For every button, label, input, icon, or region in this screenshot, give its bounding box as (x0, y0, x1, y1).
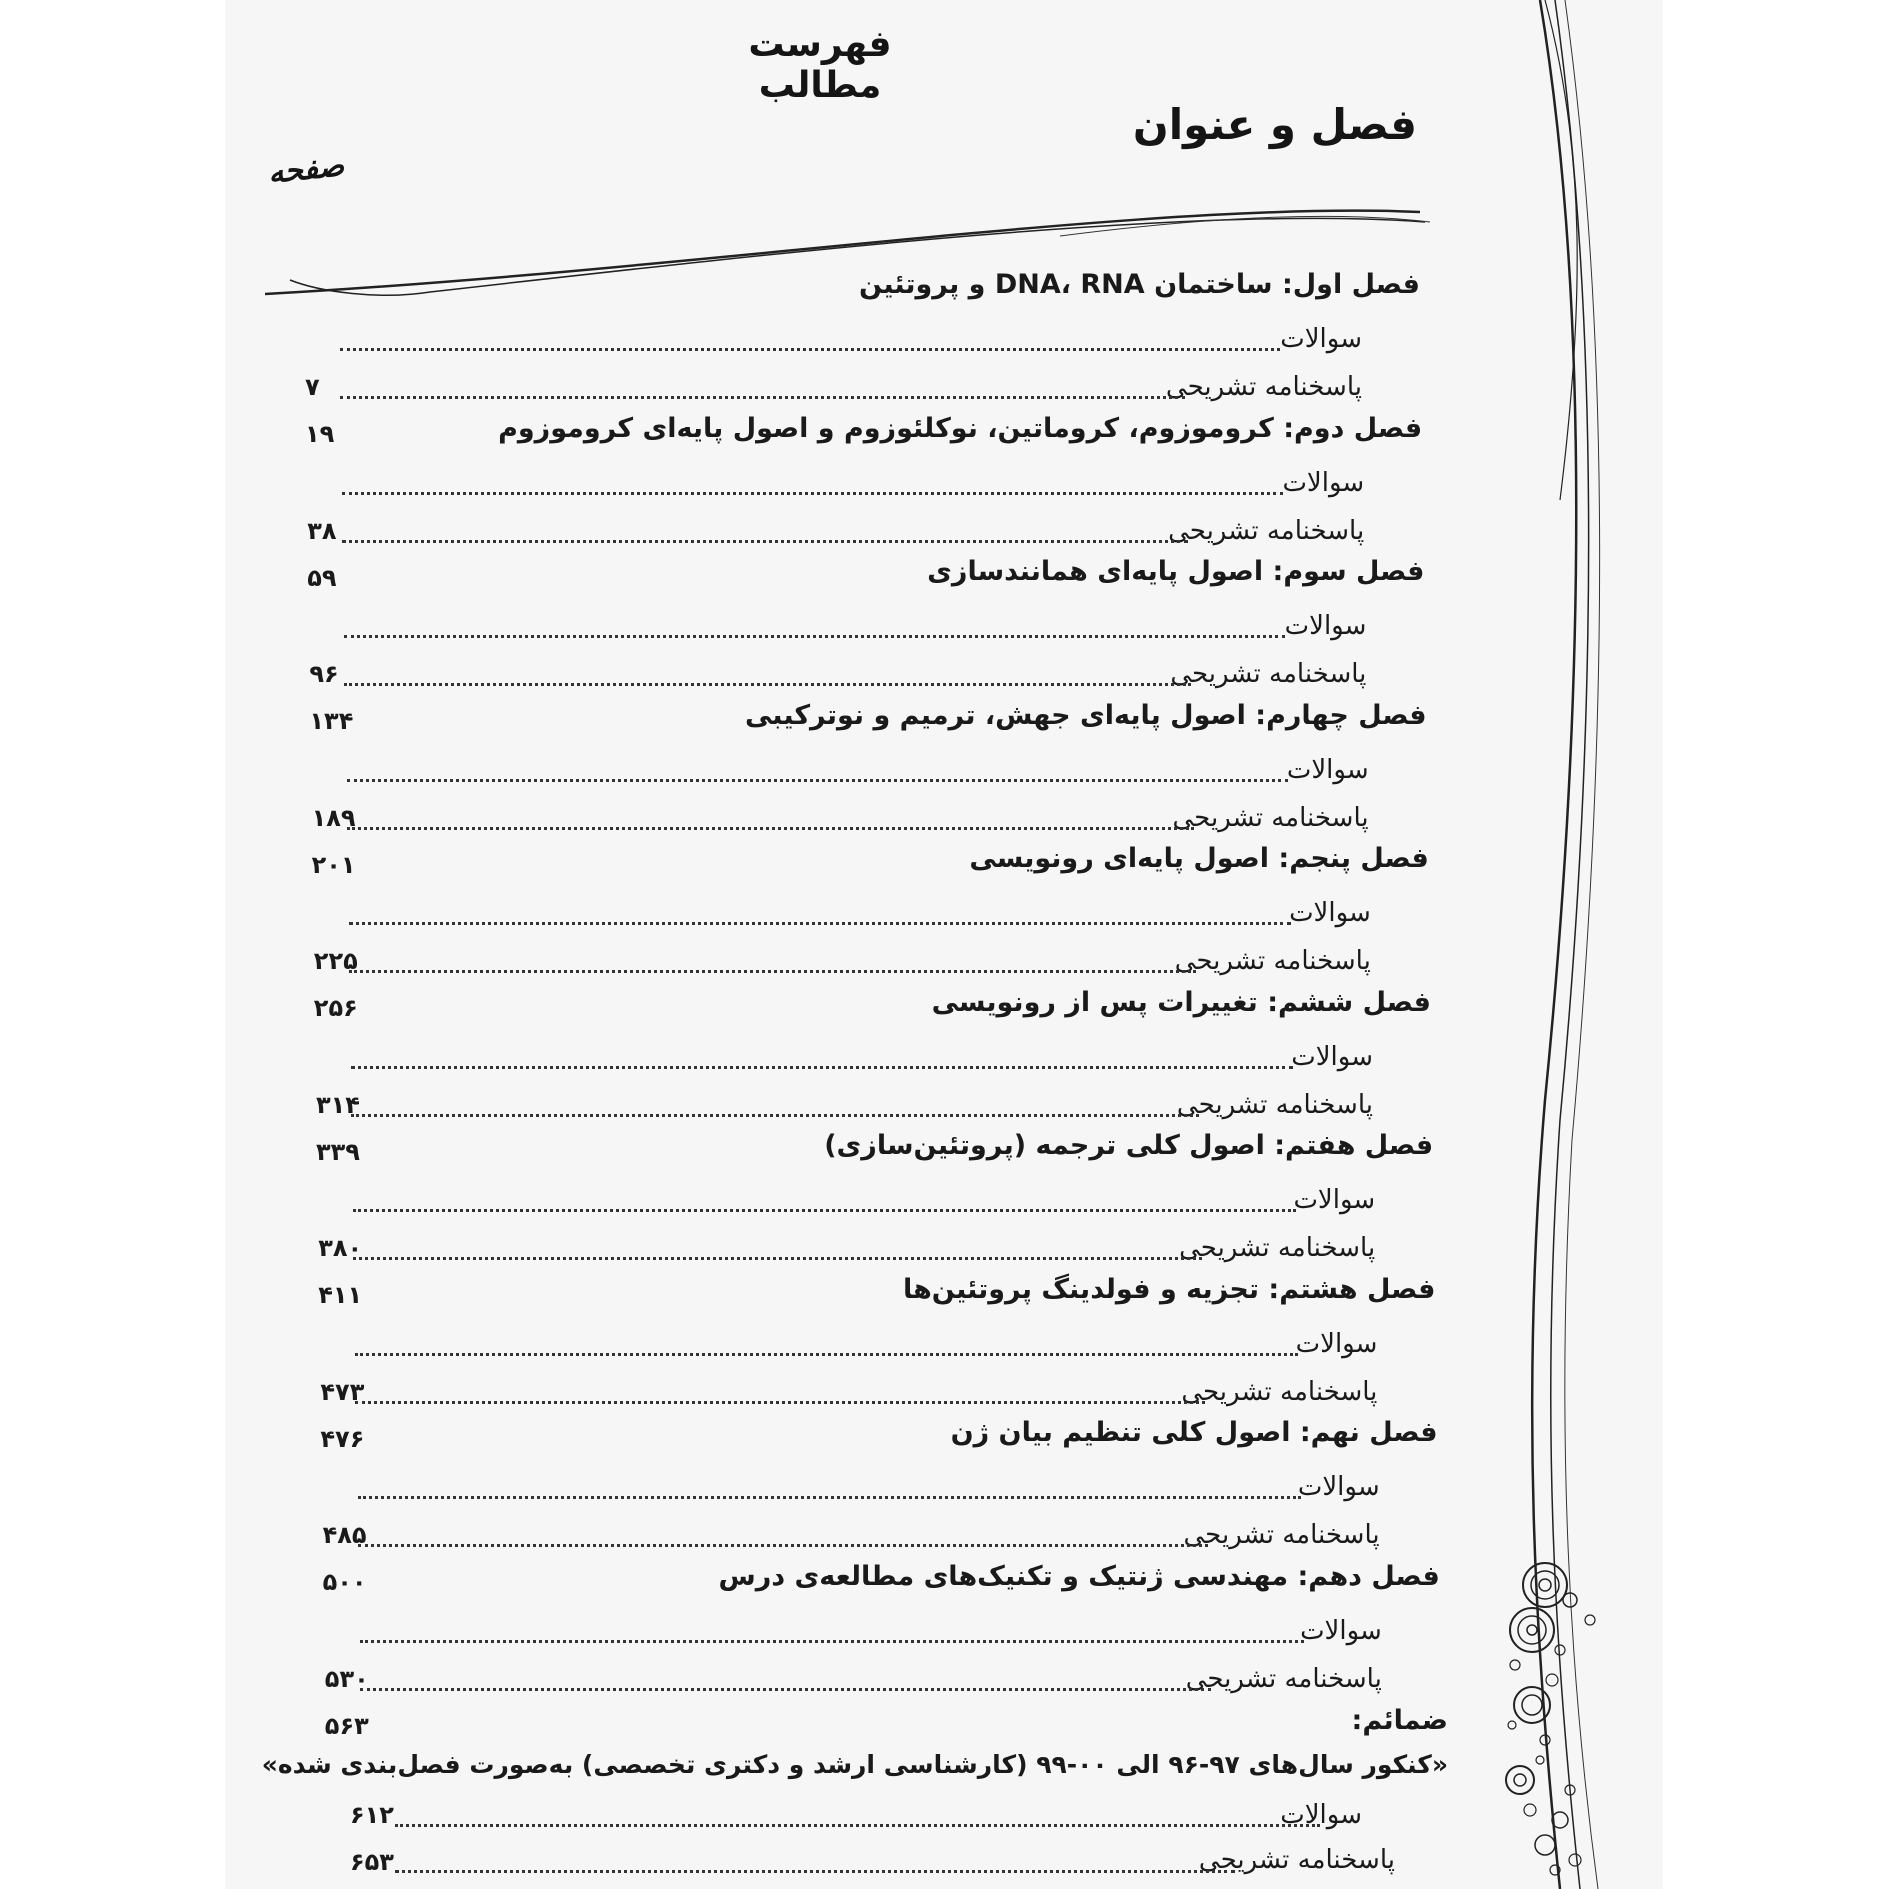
dot-leader (344, 632, 1285, 638)
chapter-title: فصل هشتم: تجزیه و فولدینگ پروتئین‌ها (902, 1273, 1436, 1305)
page-number: ۵۹ (307, 563, 337, 592)
questions-entry: سوالات (1295, 1328, 1378, 1359)
appendix-label: ضمائم: (1351, 1705, 1448, 1736)
page-number: ۲۰۱ (311, 850, 356, 879)
page-number: ۶۱۲ (350, 1801, 394, 1829)
page-number: ۳۸ (307, 516, 337, 545)
chapter-title: فصل نهم: اصول کلی تنظیم بیان ژن (950, 1417, 1438, 1448)
questions-entry: سوالات (1293, 1185, 1376, 1215)
page-number: ۷ (305, 373, 320, 401)
chapter-title: فصل دوم: کروموزوم، کروماتین، نوکلئوزوم و اصول پایه‌ای کروموزوم (498, 412, 1423, 444)
answers-entry: پاسخنامه تشریحی (1185, 1663, 1382, 1694)
answers-entry: پاسخنامه تشریحی (1183, 1520, 1380, 1550)
questions-entry: سوالات (1280, 1800, 1362, 1830)
dot-leader (355, 1350, 1298, 1356)
dot-leader (353, 1254, 1202, 1260)
dot-leader (360, 1685, 1211, 1691)
page-number: ۳۳۹ (316, 1137, 360, 1166)
dot-leader (355, 1398, 1205, 1404)
dot-leader (342, 537, 1188, 543)
dot-leader (358, 1541, 1208, 1547)
dot-leader (395, 1867, 1235, 1873)
dot-leader (347, 824, 1194, 830)
page-number: ۹۶ (309, 660, 339, 688)
answers-entry: پاسخنامه تشریحی (1179, 1233, 1376, 1263)
answers-entry: پاسخنامه تشریحی (1176, 1089, 1373, 1120)
page-title: فهرست مطالب (748, 24, 892, 106)
page-number: ۲۲۵ (313, 947, 358, 975)
dot-leader (349, 919, 1291, 925)
page-number: ۵۰۰ (322, 1568, 367, 1596)
dot-leader (347, 776, 1288, 782)
chapter-title: فصل هفتم: اصول کلی ترجمه (پروتئین‌سازی) (824, 1130, 1434, 1161)
appendix-subtitle: «کنکور سال‌های ۹۷-۹۶ الی ۰۰-۹۹ (کارشناسی ارشد و دکتری تخصصی) به‌صورت فصل‌بندی شده» (261, 1750, 1448, 1779)
answers-entry: پاسخنامه تشریحی (1165, 372, 1362, 402)
page-number: ۴۸۵ (322, 1521, 367, 1549)
dot-leader (360, 1637, 1304, 1643)
page-number: ۱۸۹ (311, 803, 356, 832)
answers-entry: پاسخنامه تشریحی (1170, 659, 1367, 689)
column-header-title: فصل و عنوان (1132, 100, 1417, 149)
page-number: ۱۳۴ (309, 707, 354, 735)
questions-entry: سوالات (1297, 1472, 1380, 1502)
questions-entry: سوالات (1289, 898, 1371, 928)
chapter-title: فصل پنجم: اصول پایه‌ای رونویسی (969, 843, 1429, 874)
dot-leader (351, 1063, 1293, 1069)
chapter-title: فصل دهم: مهندسی ژنتیک و تکنیک‌های مطالعه‌ی درس (718, 1560, 1440, 1592)
questions-entry: سوالات (1286, 754, 1369, 785)
page-number: ۴۷۶ (320, 1424, 365, 1453)
chapter-title: فصل سوم: اصول پایه‌ای همانندسازی (927, 556, 1425, 587)
dot-leader (349, 967, 1197, 973)
page-number: ۶۵۳ (350, 1848, 394, 1876)
questions-entry: سوالات (1284, 611, 1367, 641)
page-number: ۴۱۱ (318, 1281, 363, 1309)
answers-entry: پاسخنامه تشریحی (1172, 802, 1369, 833)
dot-leader (340, 393, 1185, 399)
dot-leader (342, 489, 1282, 495)
page-number: ۱۹ (305, 420, 335, 448)
dot-leader (340, 345, 1280, 351)
dot-leader (351, 1111, 1199, 1117)
questions-entry: سوالات (1300, 1615, 1382, 1646)
column-header-page: صفحه (266, 148, 346, 191)
dot-leader (395, 1821, 1320, 1827)
page-number: ۵۶۳ (324, 1711, 369, 1740)
dot-leader (358, 1493, 1302, 1499)
page-number: ۴۷۳ (320, 1377, 365, 1406)
dot-leader (344, 680, 1190, 686)
questions-entry: سوالات (1291, 1041, 1373, 1072)
answers-entry: پاسخنامه تشریحی (1174, 946, 1371, 976)
answers-entry: پاسخنامه تشریحی (1181, 1376, 1378, 1407)
dot-leader (353, 1206, 1296, 1212)
page-number: ۳۸۰ (318, 1234, 363, 1262)
answers-entry: پاسخنامه تشریحی (1198, 1845, 1395, 1875)
chapter-title: فصل چهارم: اصول پایه‌ای جهش، ترمیم و نوترکیبی (744, 699, 1427, 731)
page-number: ۵۳۰ (324, 1664, 369, 1693)
page-number: ۳۱۴ (316, 1090, 360, 1119)
questions-entry: سوالات (1280, 324, 1362, 354)
chapter-title: فصل ششم: تغییرات پس از رونویسی (931, 986, 1431, 1018)
questions-entry: سوالات (1282, 467, 1365, 498)
answers-entry: پاسخنامه تشریحی (1168, 515, 1365, 546)
chapter-title: فصل اول: ساختمان DNA، RNA و پروتئین (859, 269, 1420, 300)
page-number: ۲۵۶ (313, 994, 358, 1022)
